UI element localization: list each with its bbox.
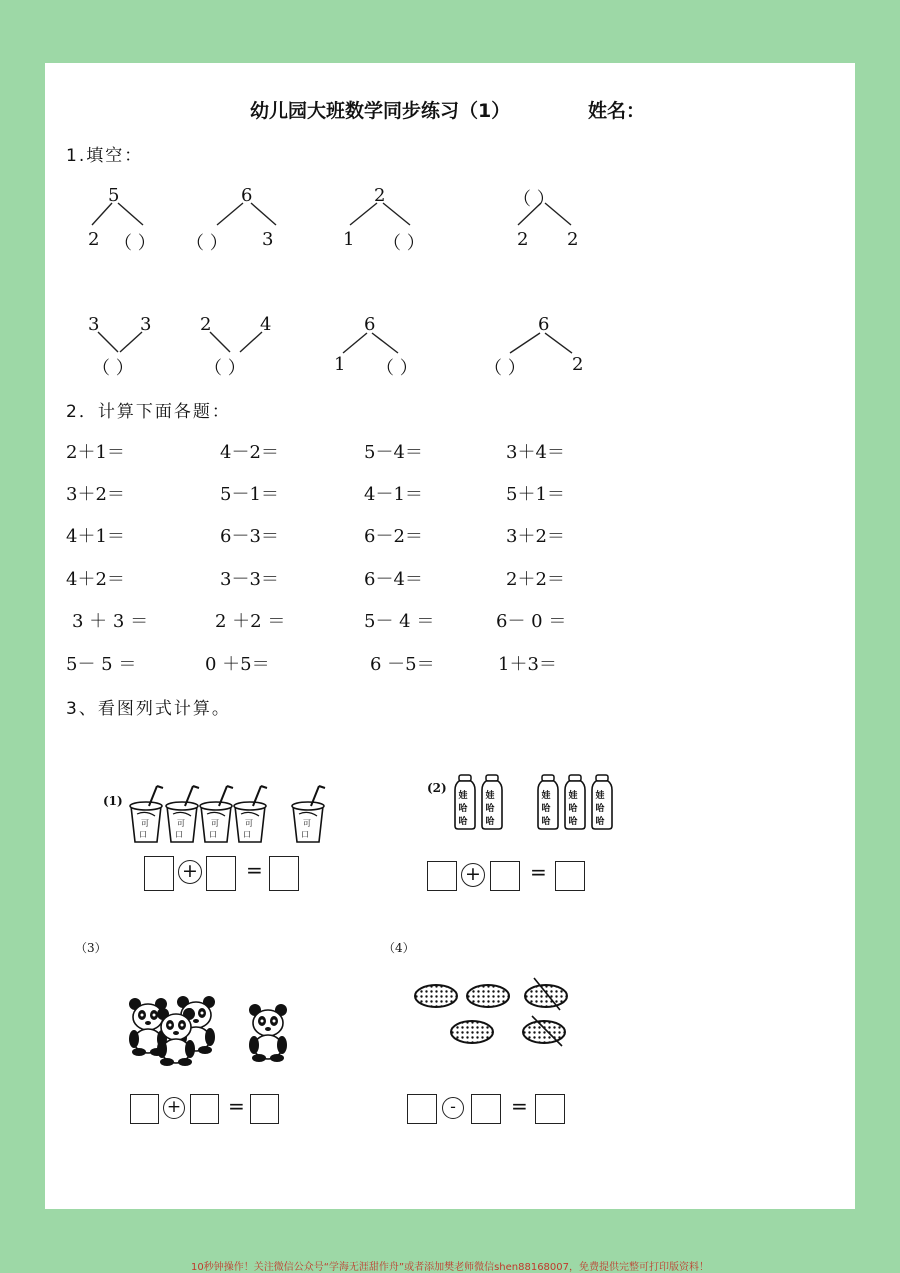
answer-box-3c[interactable]: [250, 1094, 279, 1124]
equation: 4－2＝: [220, 442, 279, 463]
bond-5-bottom[interactable]: （ ）: [92, 358, 134, 379]
bond-7-right[interactable]: （ ）: [376, 358, 418, 379]
bond-8-right: 2: [572, 354, 584, 375]
bond-1-left: 2: [88, 229, 100, 250]
bond-2-top: 6: [241, 185, 253, 206]
pandas-illustration: [124, 993, 296, 1069]
equation: 6－3＝: [220, 526, 279, 547]
equals-sign: =: [228, 1094, 245, 1118]
bond-7-left: 1: [334, 354, 346, 375]
answer-box-4b[interactable]: [471, 1094, 501, 1124]
bond-2-left[interactable]: （ ）: [186, 233, 228, 254]
problem-4-label: （4）: [383, 941, 415, 955]
equation: 2 ＋2 ＝: [215, 611, 286, 632]
equation: 5－ 4 ＝: [364, 611, 435, 632]
equation: 6－2＝: [364, 526, 423, 547]
bond-6-a: 2: [200, 314, 212, 335]
bond-4-top[interactable]: （ ）: [513, 189, 555, 210]
bond-4-left: 2: [517, 229, 529, 250]
equation: 6－4＝: [364, 569, 423, 590]
answer-box-1c[interactable]: [269, 856, 299, 891]
problem-3-label: （3）: [75, 941, 107, 955]
equals-sign: =: [511, 1094, 528, 1118]
section-1-heading: 1.填空：: [66, 146, 144, 166]
biscuits-illustration: [410, 976, 575, 1052]
answer-box-2b[interactable]: [490, 861, 520, 891]
footer-promo-text: 10秒钟操作！关注微信公众号“学海无涯甜作舟”或者添加樊老师微信shen88168007，免费提供完整可打印版资料！: [190, 1262, 710, 1273]
answer-box-1a[interactable]: [144, 856, 174, 891]
equation: 3－3＝: [220, 569, 279, 590]
answer-box-3a[interactable]: [130, 1094, 159, 1124]
equation: 1＋3＝: [498, 654, 557, 675]
answer-box-4a[interactable]: [407, 1094, 437, 1124]
equation: 5＋1＝: [506, 484, 565, 505]
plus-sign: +: [461, 863, 485, 887]
equation: 3＋2＝: [506, 526, 565, 547]
bond-1-right[interactable]: （ ）: [114, 233, 156, 254]
problem-1-label: (1): [103, 794, 123, 808]
plus-sign: +: [163, 1097, 185, 1119]
bond-7-top: 6: [364, 314, 376, 335]
plus-sign: +: [178, 860, 202, 884]
equals-sign: =: [246, 858, 263, 882]
answer-box-1b[interactable]: [206, 856, 236, 891]
equation: 4－1＝: [364, 484, 423, 505]
page-title: 幼儿园大班数学同步练习（1）: [250, 100, 511, 122]
bond-8-left[interactable]: （ ）: [484, 358, 526, 379]
answer-box-4c[interactable]: [535, 1094, 565, 1124]
problem-2-label: (2): [427, 781, 447, 795]
equals-sign: =: [530, 860, 547, 884]
equation: 4＋1＝: [66, 526, 125, 547]
bond-1-top: 5: [108, 185, 120, 206]
answer-box-3b[interactable]: [190, 1094, 219, 1124]
minus-sign: -: [442, 1097, 464, 1119]
equation: 5－ 5 ＝: [66, 654, 137, 675]
equation: 6－ 0 ＝: [496, 611, 567, 632]
equation: 6 －5＝: [370, 654, 435, 675]
bond-5-a: 3: [88, 314, 100, 335]
bond-4-right: 2: [567, 229, 579, 250]
bond-3-right[interactable]: （ ）: [383, 233, 425, 254]
bond-3-left: 1: [343, 229, 355, 250]
equation: 3 ＋ 3 ＝: [72, 611, 149, 632]
equation: 2＋1＝: [66, 442, 125, 463]
bottles-illustration: [452, 773, 622, 831]
equation: 0 ＋5＝: [205, 654, 270, 675]
section-3-heading: 3、看图列式计算。: [66, 699, 231, 719]
bond-6-bottom[interactable]: （ ）: [204, 358, 246, 379]
bond-6-b: 4: [260, 314, 272, 335]
bond-8-top: 6: [538, 314, 550, 335]
equation: 5－1＝: [220, 484, 279, 505]
bond-3-top: 2: [374, 185, 386, 206]
equation: 5－4＝: [364, 442, 423, 463]
equation: 2＋2＝: [506, 569, 565, 590]
cups-illustration: [125, 782, 335, 844]
equation: 3＋2＝: [66, 484, 125, 505]
section-2-heading: 2．计算下面各题：: [66, 402, 231, 422]
bond-5-b: 3: [140, 314, 152, 335]
answer-box-2a[interactable]: [427, 861, 457, 891]
equation: 3＋4＝: [506, 442, 565, 463]
equation: 4＋2＝: [66, 569, 125, 590]
answer-box-2c[interactable]: [555, 861, 585, 891]
name-label: 姓名：: [588, 100, 646, 122]
bond-2-right: 3: [262, 229, 274, 250]
